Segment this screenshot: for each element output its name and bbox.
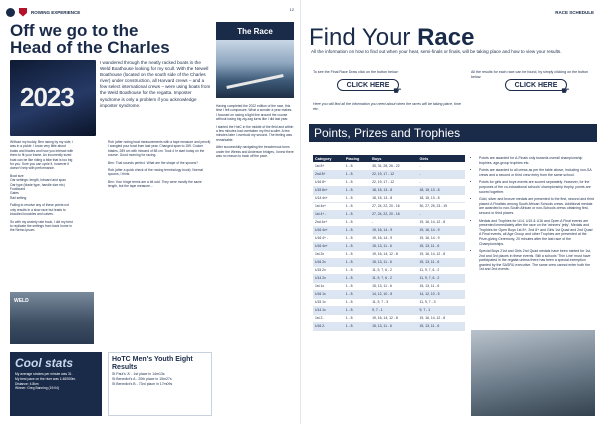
points-table bbox=[313, 155, 465, 331]
column-header: Girls bbox=[418, 155, 465, 162]
boat-shape bbox=[226, 74, 283, 89]
rowers-photo bbox=[471, 330, 595, 416]
table-cell: 22, 19, 17 - 12 bbox=[370, 178, 417, 186]
stat-item: My best pace on the river was 1:48/500m. bbox=[15, 376, 77, 381]
table-cell: U16 8+ bbox=[313, 178, 344, 186]
table-cell: 18, 15, 13 - 8 bbox=[370, 186, 417, 194]
table-cell: 15, 13, 11 - 6 bbox=[418, 242, 465, 250]
table-row bbox=[313, 186, 465, 194]
title-line1: Off we go to the bbox=[10, 21, 139, 40]
list-item: Rail setting bbox=[10, 195, 27, 200]
table-cell: 15, 13, 11 - 6 bbox=[418, 282, 465, 290]
table-row bbox=[313, 274, 465, 282]
table-row bbox=[313, 202, 465, 210]
stat-item: Winner: Greg Banning (19:04) bbox=[15, 386, 59, 391]
table-cell: 11, 9, 7, 6 - 2 bbox=[418, 266, 465, 274]
paragraph: So with my anxiety rate book, I did my best to replicate the settings from back home in the Nemo-Ipsum. bbox=[10, 219, 73, 233]
table-cell: 15, 13, 11 - 6 bbox=[370, 322, 417, 330]
table-cell: 14, 12, 10 - 5 bbox=[370, 290, 417, 298]
table-cell: 1st 8+ bbox=[313, 162, 344, 170]
results-note: All the results for each race can be found, by simply clicking on the button below: bbox=[471, 70, 589, 79]
rules-list bbox=[471, 156, 595, 275]
table-cell: U16 4x+ bbox=[313, 226, 344, 234]
left-page-number: 12 bbox=[289, 7, 294, 12]
table-cell: 15, 13, 11 - 6 bbox=[418, 258, 465, 266]
table-cell: 11, 9, 7, 6 - 2 bbox=[370, 274, 417, 282]
regatta-poster-image bbox=[10, 60, 96, 136]
table-cell: 1 - 8 bbox=[344, 218, 370, 226]
cool-stats-box bbox=[10, 352, 102, 416]
race-photo bbox=[216, 40, 294, 98]
result-item: St Benedict's B - 73rd place in 17m09s bbox=[112, 382, 173, 386]
list-item: Oar type (blade type, handle size etc) bbox=[10, 182, 65, 187]
table-row bbox=[313, 194, 465, 202]
table-row bbox=[313, 282, 465, 290]
table-cell: U14 4x+ bbox=[313, 194, 344, 202]
table-row bbox=[313, 210, 465, 218]
table-cell: 1 - 8 bbox=[344, 290, 370, 298]
table-cell: 35, 31, 28, 26 - 22 bbox=[370, 162, 417, 170]
title-light: Find Your bbox=[309, 24, 411, 51]
table-cell: 11, 9, 7 - 3 bbox=[370, 298, 417, 306]
table-cell: - bbox=[418, 178, 465, 186]
table-cell: 1 - 8 bbox=[344, 266, 370, 274]
paragraph: Ben: Your hinge terms are a bit odd. They were mostly the same length, but the tape measure... bbox=[108, 179, 202, 189]
table-cell: 1 - 8 bbox=[344, 242, 370, 250]
table-cell: 18, 15, 13 - 8 bbox=[418, 194, 465, 202]
column-1 bbox=[10, 140, 74, 236]
table-cell: 9, 7 - 1 bbox=[370, 306, 417, 314]
paragraph: After successfully navigating the treacherous turns under the Weeks and Anderson bridges, I knew there was no reason to back off the pace. bbox=[216, 145, 294, 159]
column-header: Boys bbox=[370, 155, 417, 162]
table-row bbox=[313, 178, 465, 186]
table-cell: 1 - 8 bbox=[344, 274, 370, 282]
table-cell: 19, 16, 14, 12 - 8 bbox=[370, 250, 417, 258]
table-cell: 19, 16, 14, 12 - 8 bbox=[418, 314, 465, 322]
table-cell: 9, 7 - 1 bbox=[418, 306, 465, 314]
table-row bbox=[313, 314, 465, 322]
column-3 bbox=[216, 104, 294, 161]
paragraph: Without my buddy, Ben racing by my side, I was in a pickle. I know very little about boats and blades and how you interact with them to fit your frame. An incorrectly sized boat can be like riding a bike that is too big for you. Sure you can cycle it, however it doesn't help with performance. bbox=[10, 140, 74, 171]
poster-year: 2023 bbox=[20, 82, 74, 112]
table-cell: U15 8x+ bbox=[313, 186, 344, 194]
table-cell: 1 - 8 bbox=[344, 234, 370, 242]
table-cell: 1 - 8 bbox=[344, 170, 370, 178]
table-cell: 2nd 8+ bbox=[313, 170, 344, 178]
table-cell: - bbox=[418, 162, 465, 170]
title-line2: Head of the Charles bbox=[10, 38, 170, 57]
stat-item: Distance: 4.8km bbox=[15, 381, 39, 386]
table-cell: 1st 2- bbox=[313, 314, 344, 322]
table-row bbox=[313, 322, 465, 330]
table-cell: 19, 16, 14, 12 - 8 bbox=[370, 314, 417, 322]
rule-item: • Gold, silver and bronze medals are presented to the first, second and third placed A Finalists among South African Schools crews. Additional medals are awarded to non-South African or non-Schools crews obtaining first, second or third places. bbox=[479, 197, 595, 215]
list-item: Boat size bbox=[10, 173, 24, 178]
rule-item: • Special Boys 21st and Girls 2nd Quad medals have been minted for 1st, 2nd and 3rd places in these events. Still a schools 'Thin Line' must have participated in the regatta unless there has been a special exemption granted by the SASRU executive. The same crew cannot enter both the 1st and 2nd events. bbox=[479, 249, 595, 272]
table-cell: 19, 16, 14, 12 - 8 bbox=[418, 218, 465, 226]
table-cell: 14, 12, 10 - 5 bbox=[418, 290, 465, 298]
table-cell: 1st 4+ - bbox=[313, 210, 344, 218]
settings-list bbox=[10, 174, 74, 200]
left-header bbox=[6, 6, 294, 18]
table-cell: U16 1x bbox=[313, 290, 344, 298]
column-header: Category bbox=[313, 155, 344, 162]
table-cell: 2nd 4x+ bbox=[313, 218, 344, 226]
table-cell: 1 - 8 bbox=[344, 162, 370, 170]
table-cell: 19, 16, 14, 12 - 8 bbox=[418, 250, 465, 258]
table-cell: 1 - 8 bbox=[344, 250, 370, 258]
table-cell: 18, 15, 13 - 8 bbox=[370, 194, 417, 202]
crew-photo bbox=[10, 292, 94, 344]
race-section-title: The Race bbox=[216, 22, 294, 40]
paragraph: Having completed the 2022 edition of the race, this time I felt composure. What a wonder a year makes. I focused on racing a tight line around the course without losing big zig-zag turns like I did last year. bbox=[216, 104, 293, 122]
table-cell: 1 - 8 bbox=[344, 210, 370, 218]
column-2 bbox=[108, 140, 212, 192]
rule-item: • Points are awarded for A-Finals only towards overall championship trophies, age-group trophies etc. bbox=[479, 156, 595, 165]
hotc-results-box bbox=[108, 352, 212, 416]
table-cell: 1 - 8 bbox=[344, 202, 370, 210]
table-cell: 1st 4x+ bbox=[313, 202, 344, 210]
table-cell: U15 1x bbox=[313, 298, 344, 306]
table-row bbox=[313, 258, 465, 266]
table-row bbox=[313, 298, 465, 306]
pointer-hand-icon: ☛ bbox=[393, 86, 402, 97]
table-row bbox=[313, 290, 465, 298]
table-cell: 27, 24, 22, 20 - 16 bbox=[370, 202, 417, 210]
table-cell: 1 - 8 bbox=[344, 282, 370, 290]
paragraph: Rob (after noting boat measurements with a tape measure and pencil): I wangled your boat from last year. Changed span to 159. Cocker blades, 289 cm with inboard of 88 cm. Took 4 hr start today on the course. Good morning for racing. bbox=[108, 140, 212, 158]
table-cell: 1 - 8 bbox=[344, 306, 370, 314]
list-item: Gates bbox=[10, 191, 19, 196]
column-header: Placing bbox=[344, 155, 370, 162]
race-draw-button[interactable]: CLICK HERE bbox=[337, 79, 399, 91]
result-item: St Benedict's A - 20th place in 15m27s bbox=[112, 377, 172, 381]
table-row bbox=[313, 218, 465, 226]
table-cell: 1 - 8 bbox=[344, 258, 370, 266]
paragraph: Falling to resolve any of these points not only results in a slow race but leads to bloodied knuckles and calves. bbox=[10, 203, 70, 217]
page-title bbox=[10, 22, 220, 56]
table-cell: - bbox=[418, 210, 465, 218]
table-cell: 1 - 8 bbox=[344, 186, 370, 194]
table-row bbox=[313, 250, 465, 258]
table-row bbox=[313, 162, 465, 170]
table-cell: 19, 16, 14 - 9 bbox=[418, 226, 465, 234]
table-cell: 1 - 8 bbox=[344, 322, 370, 330]
table-cell: 1 - 8 bbox=[344, 194, 370, 202]
left-section-title: ROWING EXPERIENCE bbox=[31, 9, 81, 15]
table-cell: 19, 16, 14 - 9 bbox=[370, 226, 417, 234]
hotc-title: HoTC Men's Youth Eight Results bbox=[112, 356, 193, 371]
table-cell: - bbox=[418, 170, 465, 178]
table-cell: U16 2- bbox=[313, 322, 344, 330]
table-cell: 22, 19, 17 - 12 bbox=[370, 170, 417, 178]
table-cell: U14 2x bbox=[313, 274, 344, 282]
table-row bbox=[313, 266, 465, 274]
table-cell: 15, 13, 11 - 6 bbox=[370, 242, 417, 250]
table-cell: U15 2x bbox=[313, 266, 344, 274]
hotc-results-list bbox=[112, 372, 208, 387]
table-cell: 1 - 8 bbox=[344, 298, 370, 306]
table-cell: 1 - 8 bbox=[344, 314, 370, 322]
table-cell: 18, 15, 13 - 8 bbox=[418, 186, 465, 194]
find-race-subtitle: All the information on how to find out when your heat, semi-finals or finals, will be taking place and how to view your results. bbox=[311, 49, 562, 54]
rule-item: • Points for girls and boys events are scored separately. However, for the purposes of the co-educational schools' championship trophy, points are scored together. bbox=[479, 180, 595, 194]
table-cell: 1 - 8 bbox=[344, 178, 370, 186]
draw-note: To see the Final Race Draw click on the button below: bbox=[313, 70, 399, 74]
right-section-title: RACE SCHEDULE bbox=[555, 9, 594, 15]
table-cell: 11, 9, 7 - 3 bbox=[418, 298, 465, 306]
table-cell: 1 - 8 bbox=[344, 226, 370, 234]
table-row bbox=[313, 242, 465, 250]
table-cell: U14 1x bbox=[313, 306, 344, 314]
rule-item: • Medals and Trophies for U14, U15 & U16 and Open A Final events are presented immediately after the race on the 'winners' jetty'. Medals and Trophies for Open Boys 1st 8+, 2nd 8+ and Girls 1st Quad and 2nd Quad A Final events, all Age Group and other Trophies are presented at the Prize-giving Ceremony, 20 minutes after the last race of the Championships. bbox=[479, 219, 595, 247]
crest-icon bbox=[19, 8, 27, 17]
table-row bbox=[313, 226, 465, 234]
table-cell: 15, 13, 11 - 6 bbox=[370, 282, 417, 290]
table-cell: 11, 9, 7, 6 - 2 bbox=[370, 266, 417, 274]
paragraph: Ben: That sounds perfect. What are the shape of the spoons? bbox=[108, 160, 198, 165]
cool-stats-list bbox=[10, 372, 102, 391]
table-cell: 1st 2x bbox=[313, 250, 344, 258]
right-page bbox=[300, 0, 600, 424]
points-banner: Points, Prizes and Trophies bbox=[309, 124, 597, 142]
table-row bbox=[313, 306, 465, 314]
cool-stats-title: Cool stats bbox=[15, 356, 74, 370]
table-cell: 1st 1x bbox=[313, 282, 344, 290]
paragraph: I started the HotC in the middle of the field and within a few minutes had overtaken my first sculler. A few minutes later I overtook my second. The feeling was remarkable. bbox=[216, 124, 294, 142]
find-race-title bbox=[309, 24, 474, 52]
title-bold: Race bbox=[417, 24, 475, 51]
intro-paragraph: I wandered through the neatly racked boats in the Weld Boathouse looking for my scull. With the Newell Boathouse (located on the south side of the Charles river) under construction, all Harvard crews – and a few select international crews – were using boats from the Weld Boathouse for the regatta. Imposter syndrome is only a problem if you acknowledge imposter syndrome. bbox=[100, 60, 211, 108]
table-row bbox=[313, 170, 465, 178]
school-logo-icon bbox=[6, 8, 15, 17]
table-cell: U16 2x bbox=[313, 258, 344, 266]
table-cell: - bbox=[370, 218, 417, 226]
result-item: St Paul's 'A' - 1st place in 14m13s bbox=[112, 372, 165, 376]
table-cell: U16 4x+ bbox=[313, 242, 344, 250]
table-cell: 15, 13, 11 - 6 bbox=[370, 258, 417, 266]
draw-info-note: Here you will find all the information you need about when the races will be taking place, time etc. bbox=[313, 102, 461, 111]
table-body bbox=[313, 162, 465, 330]
table-cell: 19, 16, 14 - 9 bbox=[370, 234, 417, 242]
table-cell: 11, 9, 7, 6 - 2 bbox=[418, 274, 465, 282]
table-cell: 27, 24, 22, 20 - 16 bbox=[370, 210, 417, 218]
list-item: Footboard bbox=[10, 187, 26, 192]
table-row bbox=[313, 234, 465, 242]
list-item: Oar settings: length, inboard and span bbox=[10, 178, 66, 183]
table-cell: 19, 16, 14 - 9 bbox=[418, 234, 465, 242]
table-header-row bbox=[313, 155, 465, 162]
rule-item: • Points are awarded to all crews as per the table above, including non-SA crews and a second or third crew entry from the same school. bbox=[479, 168, 595, 177]
paragraph: Rob (after a quick check of the rowing terminology book): Normal spoons, I think. bbox=[108, 168, 203, 177]
table-cell: 15, 13, 11 - 6 bbox=[418, 322, 465, 330]
weld-sign: WELD bbox=[14, 298, 29, 304]
right-header bbox=[307, 6, 594, 18]
table-cell: U16 4+ - bbox=[313, 234, 344, 242]
table-cell: 30, 27, 25, 23 - 19 bbox=[418, 202, 465, 210]
pointer-hand-icon: ☛ bbox=[561, 86, 570, 97]
results-button[interactable]: CLICK HERE bbox=[505, 79, 567, 91]
stat-item: My average strokes per minute was 31. bbox=[15, 372, 73, 376]
